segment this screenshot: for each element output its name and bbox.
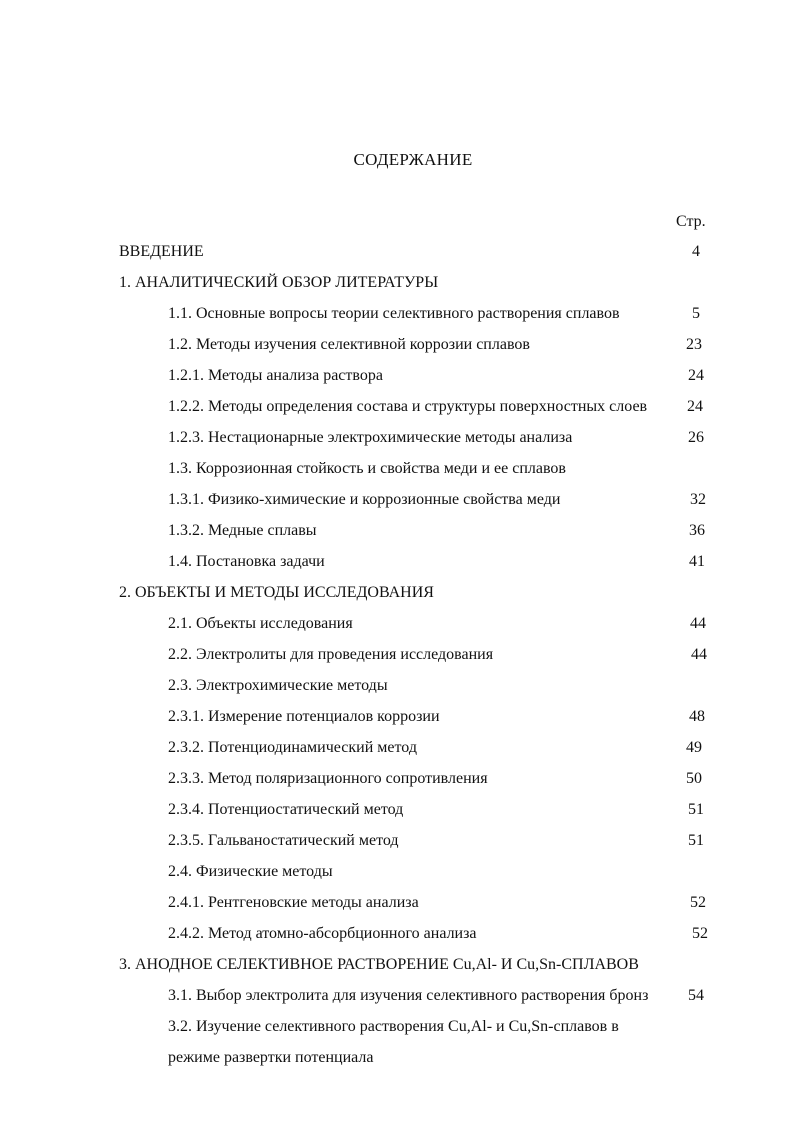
toc-entry	[0, 577, 793, 608]
table-of-contents	[0, 236, 793, 1073]
page-column-label: Стр.	[676, 213, 706, 230]
toc-entry-text: 2.3.4. Потенциостатический метод	[168, 801, 404, 818]
toc-entry-page: 52	[692, 925, 708, 942]
toc-entry-text: 2. ОБЪЕКТЫ И МЕТОДЫ ИССЛЕДОВАНИЯ	[119, 584, 434, 601]
toc-entry	[0, 949, 793, 980]
toc-entry	[0, 825, 793, 856]
toc-entry	[0, 856, 793, 887]
toc-entry	[0, 887, 793, 918]
toc-entry-text: ВВЕДЕНИЕ	[119, 243, 204, 260]
toc-entry-text: 1. АНАЛИТИЧЕСКИЙ ОБЗОР ЛИТЕРАТУРЫ	[119, 274, 439, 291]
toc-entry-page: 44	[691, 646, 707, 663]
toc-entry	[0, 980, 793, 1011]
toc-entry-text: 1.2. Методы изучения селективной коррозии сплавов	[168, 336, 530, 353]
toc-entry-text: 1.1. Основные вопросы теории селективного растворения сплавов	[168, 305, 620, 322]
toc-entry-text: 2.3.1. Измерение потенциалов коррозии	[168, 708, 440, 725]
toc-entry-text: 1.2.2. Методы определения состава и структуры поверхностных слоев	[168, 398, 648, 415]
toc-entry	[0, 267, 793, 298]
toc-entry	[0, 1011, 793, 1042]
toc-entry	[0, 422, 793, 453]
toc-entry-page: 54	[688, 987, 704, 1004]
toc-entry-text: 2.2. Электролиты для проведения исследования	[168, 646, 494, 663]
toc-entry-text: 3.1. Выбор электролита для изучения селективного растворения бронз	[168, 987, 649, 1004]
toc-entry-page: 41	[689, 553, 705, 570]
toc-entry-text: 2.3.3. Метод поляризационного сопротивления	[168, 770, 488, 787]
toc-entry	[0, 1042, 793, 1073]
toc-entry-page: 36	[689, 522, 705, 539]
toc-entry-page: 51	[688, 801, 704, 818]
toc-entry	[0, 794, 793, 825]
toc-entry	[0, 329, 793, 360]
toc-entry-text: 2.4. Физические методы	[168, 863, 333, 880]
page-title: СОДЕРЖАНИЕ	[353, 150, 473, 169]
toc-entry-text: 3.2. Изучение селективного растворения Cu,Al- и Cu,Sn-сплавов в	[168, 1018, 619, 1035]
toc-entry	[0, 546, 793, 577]
toc-entry-page: 32	[690, 491, 706, 508]
toc-entry-text: 2.1. Объекты исследования	[168, 615, 353, 632]
toc-entry	[0, 391, 793, 422]
toc-entry-text: 2.3.2. Потенциодинамический метод	[168, 739, 417, 756]
toc-entry	[0, 701, 793, 732]
toc-entry-page: 24	[688, 367, 704, 384]
toc-entry	[0, 236, 793, 267]
toc-entry	[0, 639, 793, 670]
toc-entry-text: 2.4.1. Рентгеновские методы анализа	[168, 894, 419, 911]
toc-entry	[0, 484, 793, 515]
toc-entry	[0, 298, 793, 329]
toc-entry-page: 4	[692, 243, 700, 260]
toc-entry	[0, 360, 793, 391]
toc-entry-text: 3. АНОДНОЕ СЕЛЕКТИВНОЕ РАСТВОРЕНИЕ Cu,Al- И Cu,Sn-СПЛАВОВ	[119, 956, 639, 973]
toc-entry	[0, 515, 793, 546]
toc-entry-page: 49	[686, 739, 702, 756]
toc-entry-page: 23	[686, 336, 702, 353]
toc-entry-page: 48	[689, 708, 705, 725]
toc-entry-text: 1.3. Коррозионная стойкость и свойства меди и ее сплавов	[168, 460, 566, 477]
toc-entry	[0, 453, 793, 484]
toc-entry-page: 50	[686, 770, 702, 787]
toc-entry-page: 44	[690, 615, 706, 632]
toc-entry-text: 1.3.1. Физико-химические и коррозионные свойства меди	[168, 491, 561, 508]
toc-entry-page: 5	[692, 305, 700, 322]
toc-entry-text: 1.3.2. Медные сплавы	[168, 522, 317, 539]
toc-entry	[0, 763, 793, 794]
toc-entry	[0, 732, 793, 763]
toc-entry-page: 52	[690, 894, 706, 911]
toc-entry-page: 24	[687, 398, 703, 415]
toc-entry	[0, 608, 793, 639]
toc-entry	[0, 918, 793, 949]
toc-entry-text: 2.3.5. Гальваностатический метод	[168, 832, 399, 849]
toc-entry-text: 2.3. Электрохимические методы	[168, 677, 388, 694]
toc-entry-page: 26	[688, 429, 704, 446]
toc-entry	[0, 670, 793, 701]
toc-entry-text: режиме развертки потенциала	[168, 1049, 374, 1066]
toc-entry-text: 1.2.1. Методы анализа раствора	[168, 367, 383, 384]
toc-entry-page: 51	[688, 832, 704, 849]
toc-entry-text: 1.2.3. Нестационарные электрохимические методы анализа	[168, 429, 573, 446]
toc-entry-text: 2.4.2. Метод атомно-абсорбционного анализа	[168, 925, 477, 942]
toc-entry-text: 1.4. Постановка задачи	[168, 553, 325, 570]
